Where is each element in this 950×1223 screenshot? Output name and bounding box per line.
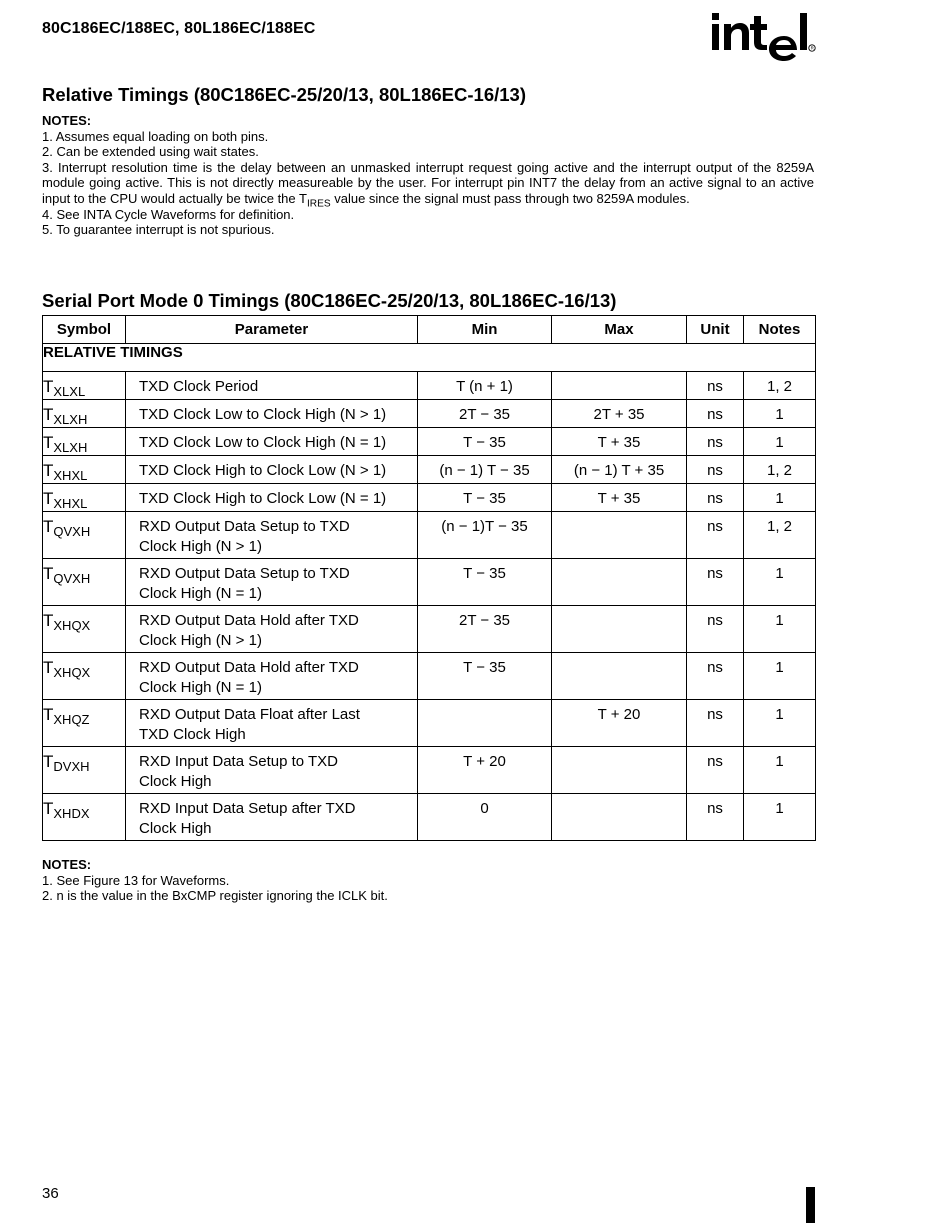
notes-cell <box>744 747 816 794</box>
note-item: 1. See Figure 13 for Waveforms. <box>42 872 230 888</box>
unit-cell <box>687 747 744 794</box>
table-row <box>43 606 816 653</box>
unit-value: ns <box>707 462 723 479</box>
unit-value: ns <box>707 612 723 629</box>
max-cell <box>552 606 687 653</box>
min-cell <box>418 400 552 428</box>
min-value: (n − 1)T − 35 <box>441 518 528 535</box>
table-header-row <box>43 316 816 344</box>
document-header-title: 80C186EC/188EC, 80L186EC/188EC <box>42 20 316 37</box>
symbol-subscript: QVXH <box>53 524 91 539</box>
symbol-subscript: XHQX <box>53 665 91 680</box>
symbol-letter: T <box>43 564 54 583</box>
parameter-cell <box>126 512 418 559</box>
parameter-line: RXD Input Data Setup to TXD <box>139 753 338 770</box>
table-row <box>43 559 816 606</box>
unit-cell <box>687 512 744 559</box>
notes-value: 1 <box>775 659 784 676</box>
symbol-letter: T <box>43 461 54 480</box>
column-header-symbol: Symbol <box>43 316 126 344</box>
note-item-3 <box>42 159 814 210</box>
column-header-parameter: Parameter <box>126 316 418 344</box>
min-cell <box>418 512 552 559</box>
unit-value: ns <box>707 518 723 535</box>
unit-value: ns <box>707 706 723 723</box>
symbol-cell <box>43 747 126 794</box>
symbol-letter: T <box>43 377 54 396</box>
symbol-subscript: XHQX <box>53 618 91 633</box>
section-row <box>43 344 816 372</box>
notes-value: 1 <box>775 800 784 817</box>
max-value: (n − 1) T + 35 <box>573 462 665 479</box>
symbol-cell <box>43 428 126 456</box>
max-value <box>552 559 686 564</box>
min-value: T (n + 1) <box>456 378 513 395</box>
parameter-line: TXD Clock High to Clock Low (N = 1) <box>139 490 387 507</box>
notes-cell <box>744 700 816 747</box>
parameter-line-2: Clock High (N > 1) <box>139 632 262 649</box>
symbol-subscript: XHXL <box>53 496 88 511</box>
notes-cell <box>744 428 816 456</box>
symbol-cell <box>43 700 126 747</box>
table-row <box>43 456 816 484</box>
notes-label: NOTES: <box>42 857 92 872</box>
notes-cell <box>744 400 816 428</box>
parameter-line: TXD Clock Period <box>139 378 259 395</box>
notes-value: 1 <box>775 406 784 423</box>
notes-cell <box>744 456 816 484</box>
symbol-letter: T <box>43 433 54 452</box>
min-cell <box>418 372 552 400</box>
max-value <box>552 512 686 517</box>
min-value: T − 35 <box>463 659 506 676</box>
note-item: 2. n is the value in the BxCMP register ignoring the ICLK bit. <box>42 888 388 904</box>
unit-cell <box>687 559 744 606</box>
max-value: T + 35 <box>597 490 641 507</box>
note-item: 4. See INTA Cycle Waveforms for definition. <box>42 206 295 222</box>
max-value <box>552 606 686 611</box>
symbol-subscript: DVXH <box>53 759 90 774</box>
unit-value: ns <box>707 490 723 507</box>
symbol-cell <box>43 606 126 653</box>
parameter-cell <box>126 700 418 747</box>
notes-value: 1, 2 <box>766 378 793 395</box>
notes-cell <box>744 372 816 400</box>
unit-cell <box>687 653 744 700</box>
serial-port-heading: Serial Port Mode 0 Timings (80C186EC-25/20/13, 80L186EC-16/13) <box>42 290 617 311</box>
parameter-cell <box>126 372 418 400</box>
parameter-cell <box>126 559 418 606</box>
min-value: T + 20 <box>463 753 506 770</box>
table-row <box>43 372 816 400</box>
table-row <box>43 400 816 428</box>
symbol-subscript: XLXL <box>53 384 86 399</box>
min-value: 2T − 35 <box>458 406 510 423</box>
symbol-cell <box>43 372 126 400</box>
relative-timings-heading: Relative Timings (80C186EC-25/20/13, 80L186EC-16/13) <box>42 84 526 105</box>
min-cell <box>418 559 552 606</box>
symbol-subscript: XHQZ <box>53 712 90 727</box>
max-cell <box>552 428 687 456</box>
symbol-letter: T <box>43 658 54 677</box>
intel-logo <box>706 4 818 64</box>
note-3-text: 3. Interrupt resolution time is the delay between an unmasked interrupt request going active and the interrupt output of the 8259A module going active. This is not directly measureable by the user. For interrupt pin INT7 the delay from an active signal to an active input to the CPU would actually be twice the T <box>42 159 814 206</box>
unit-value: ns <box>707 659 723 676</box>
symbol-cell <box>43 456 126 484</box>
parameter-cell <box>126 456 418 484</box>
symbol-subscript: XLXH <box>53 440 88 455</box>
max-cell <box>552 747 687 794</box>
parameter-cell <box>126 484 418 512</box>
unit-cell <box>687 428 744 456</box>
min-value: T − 35 <box>463 565 506 582</box>
symbol-cell <box>43 794 126 841</box>
notes-value: 1 <box>775 706 784 723</box>
unit-value: ns <box>707 434 723 451</box>
column-header-max: Max <box>552 316 687 344</box>
parameter-cell <box>126 606 418 653</box>
parameter-cell <box>126 400 418 428</box>
parameter-cell <box>126 428 418 456</box>
parameter-cell <box>126 653 418 700</box>
unit-cell <box>687 700 744 747</box>
min-value <box>418 700 551 705</box>
parameter-line-2: Clock High (N = 1) <box>139 679 262 696</box>
notes-label: NOTES: <box>42 113 92 128</box>
symbol-cell <box>43 653 126 700</box>
min-cell <box>418 794 552 841</box>
symbol-letter: T <box>43 517 54 536</box>
symbol-subscript: XHDX <box>53 806 90 821</box>
note-item: 1. Assumes equal loading on both pins. <box>42 128 269 144</box>
max-cell <box>552 794 687 841</box>
note-item: 5. To guarantee interrupt is not spurious. <box>42 222 275 238</box>
notes-value: 1, 2 <box>766 518 793 535</box>
table-row <box>43 794 816 841</box>
symbol-letter: T <box>43 611 54 630</box>
parameter-line-2: Clock High <box>139 773 212 790</box>
max-value <box>552 794 686 799</box>
unit-value: ns <box>707 800 723 817</box>
symbol-letter: T <box>43 489 54 508</box>
min-value: 0 <box>480 800 489 817</box>
note-3-subscript: IRES <box>306 198 331 210</box>
symbol-letter: T <box>43 752 54 771</box>
max-cell <box>552 484 687 512</box>
max-value: T + 35 <box>597 434 641 451</box>
max-value <box>552 372 686 377</box>
symbol-cell <box>43 400 126 428</box>
unit-value: ns <box>707 378 723 395</box>
serial-timing-table <box>42 315 816 841</box>
parameter-line-2: Clock High (N > 1) <box>139 538 262 555</box>
symbol-cell <box>43 484 126 512</box>
unit-cell <box>687 456 744 484</box>
notes-value: 1 <box>775 612 784 629</box>
parameter-line: RXD Output Data Setup to TXD <box>139 565 350 582</box>
parameter-line: RXD Output Data Setup to TXD <box>139 518 350 535</box>
margin-bar <box>806 1187 815 1223</box>
max-cell <box>552 512 687 559</box>
min-value: 2T − 35 <box>458 612 510 629</box>
notes-value: 1, 2 <box>766 462 793 479</box>
notes-value: 1 <box>775 565 784 582</box>
table-row <box>43 428 816 456</box>
symbol-letter: T <box>43 799 54 818</box>
max-value <box>552 747 686 752</box>
svg-text:R: R <box>810 45 814 51</box>
max-value: T + 20 <box>597 706 641 723</box>
min-value: (n − 1) T − 35 <box>439 462 530 479</box>
unit-value: ns <box>707 753 723 770</box>
max-cell <box>552 700 687 747</box>
min-cell <box>418 456 552 484</box>
notes-cell <box>744 484 816 512</box>
unit-cell <box>687 484 744 512</box>
symbol-subscript: XLXH <box>53 412 88 427</box>
table-row <box>43 484 816 512</box>
unit-cell <box>687 794 744 841</box>
notes-cell <box>744 512 816 559</box>
table-row <box>43 512 816 559</box>
parameter-cell <box>126 794 418 841</box>
min-cell <box>418 484 552 512</box>
parameter-line: RXD Output Data Hold after TXD <box>139 659 359 676</box>
unit-cell <box>687 400 744 428</box>
parameter-line: TXD Clock Low to Clock High (N > 1) <box>139 406 387 423</box>
notes-cell <box>744 606 816 653</box>
serial-table-notes <box>42 857 814 904</box>
parameter-line: RXD Output Data Float after Last <box>139 706 360 723</box>
symbol-letter: T <box>43 705 54 724</box>
min-value: T − 35 <box>463 434 506 451</box>
notes-value: 1 <box>775 490 784 507</box>
table-row <box>43 700 816 747</box>
min-cell <box>418 606 552 653</box>
unit-cell <box>687 606 744 653</box>
table-row <box>43 653 816 700</box>
max-cell <box>552 653 687 700</box>
max-cell <box>552 559 687 606</box>
notes-cell <box>744 653 816 700</box>
max-cell <box>552 400 687 428</box>
notes-value: 1 <box>775 753 784 770</box>
symbol-cell <box>43 512 126 559</box>
unit-cell <box>687 372 744 400</box>
max-cell <box>552 372 687 400</box>
min-cell <box>418 747 552 794</box>
parameter-line: RXD Output Data Hold after TXD <box>139 612 359 629</box>
min-cell <box>418 700 552 747</box>
min-cell <box>418 428 552 456</box>
column-header-notes: Notes <box>744 316 816 344</box>
parameter-line: TXD Clock High to Clock Low (N > 1) <box>139 462 387 479</box>
notes-cell <box>744 559 816 606</box>
note-3-text-end: value since the signal must pass through two 8259A modules. <box>330 190 690 206</box>
min-cell <box>418 653 552 700</box>
symbol-letter: T <box>43 405 54 424</box>
symbol-subscript: XHXL <box>53 468 88 483</box>
notes-cell <box>744 794 816 841</box>
column-header-min: Min <box>418 316 552 344</box>
section-label: RELATIVE TIMINGS <box>43 344 816 372</box>
column-header-unit: Unit <box>687 316 744 344</box>
relative-timings-notes <box>42 113 814 238</box>
page-number: 36 <box>42 1185 59 1202</box>
note-item: 2. Can be extended using wait states. <box>42 144 259 160</box>
min-value: T − 35 <box>463 490 506 507</box>
parameter-line: RXD Input Data Setup after TXD <box>139 800 356 817</box>
parameter-line: TXD Clock Low to Clock High (N = 1) <box>139 434 387 451</box>
table-row <box>43 747 816 794</box>
max-value <box>552 653 686 658</box>
parameter-line-2: TXD Clock High <box>139 726 246 743</box>
notes-value: 1 <box>775 434 784 451</box>
unit-value: ns <box>707 565 723 582</box>
parameter-line-2: Clock High <box>139 820 212 837</box>
max-value: 2T + 35 <box>593 406 645 423</box>
symbol-cell <box>43 559 126 606</box>
parameter-cell <box>126 747 418 794</box>
parameter-line-2: Clock High (N = 1) <box>139 585 262 602</box>
max-cell <box>552 456 687 484</box>
unit-value: ns <box>707 406 723 423</box>
symbol-subscript: QVXH <box>53 571 91 586</box>
